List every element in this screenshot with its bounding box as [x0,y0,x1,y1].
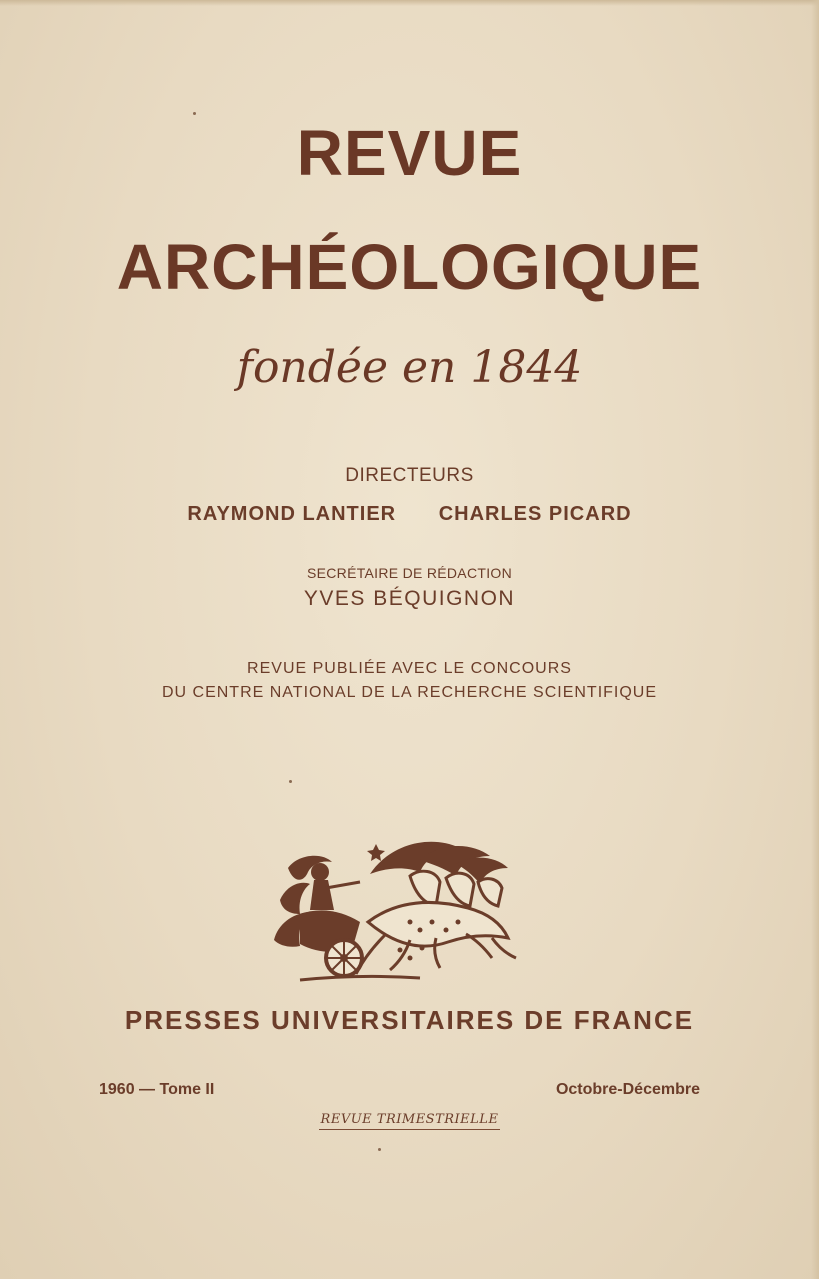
sponsorship-line-2: DU CENTRE NATIONAL DE LA RECHERCHE SCIENTIFIQUE [161,684,658,701]
periodicity-line [0,1110,819,1130]
periodicity-label: REVUE TRIMESTRIELLE [319,1112,501,1130]
directors-label: DIRECTEURS [345,465,474,486]
issue-period: Octobre-Décembre [555,1081,700,1098]
founded-subtitle: fondée en 1844 [236,342,583,393]
secretary-label: SECRÉTAIRE DE RÉDACTION [307,565,512,581]
sponsorship-line-1: REVUE PUBLIÉE AVEC LE CONCOURS [247,660,572,677]
paper-speck [289,780,292,783]
publisher-name: PRESSES UNIVERSITAIRES DE FRANCE [124,1005,695,1035]
paper-speck [378,1148,381,1151]
director-name: RAYMOND LANTIER [187,503,397,525]
chariot-horses-icon [260,830,540,990]
paper-speck [193,112,196,115]
directors-names [0,503,819,526]
paper-edge-right [811,0,819,1279]
issue-year-volume: 1960 — Tome II [99,1081,215,1098]
title-line-2: ARCHÉOLOGIQUE [116,231,703,303]
director-name: CHARLES PICARD [438,503,632,525]
title-line-1: REVUE [296,117,523,189]
paper-edge-top [0,0,819,6]
secretary-name: YVES BÉQUIGNON [303,587,516,610]
